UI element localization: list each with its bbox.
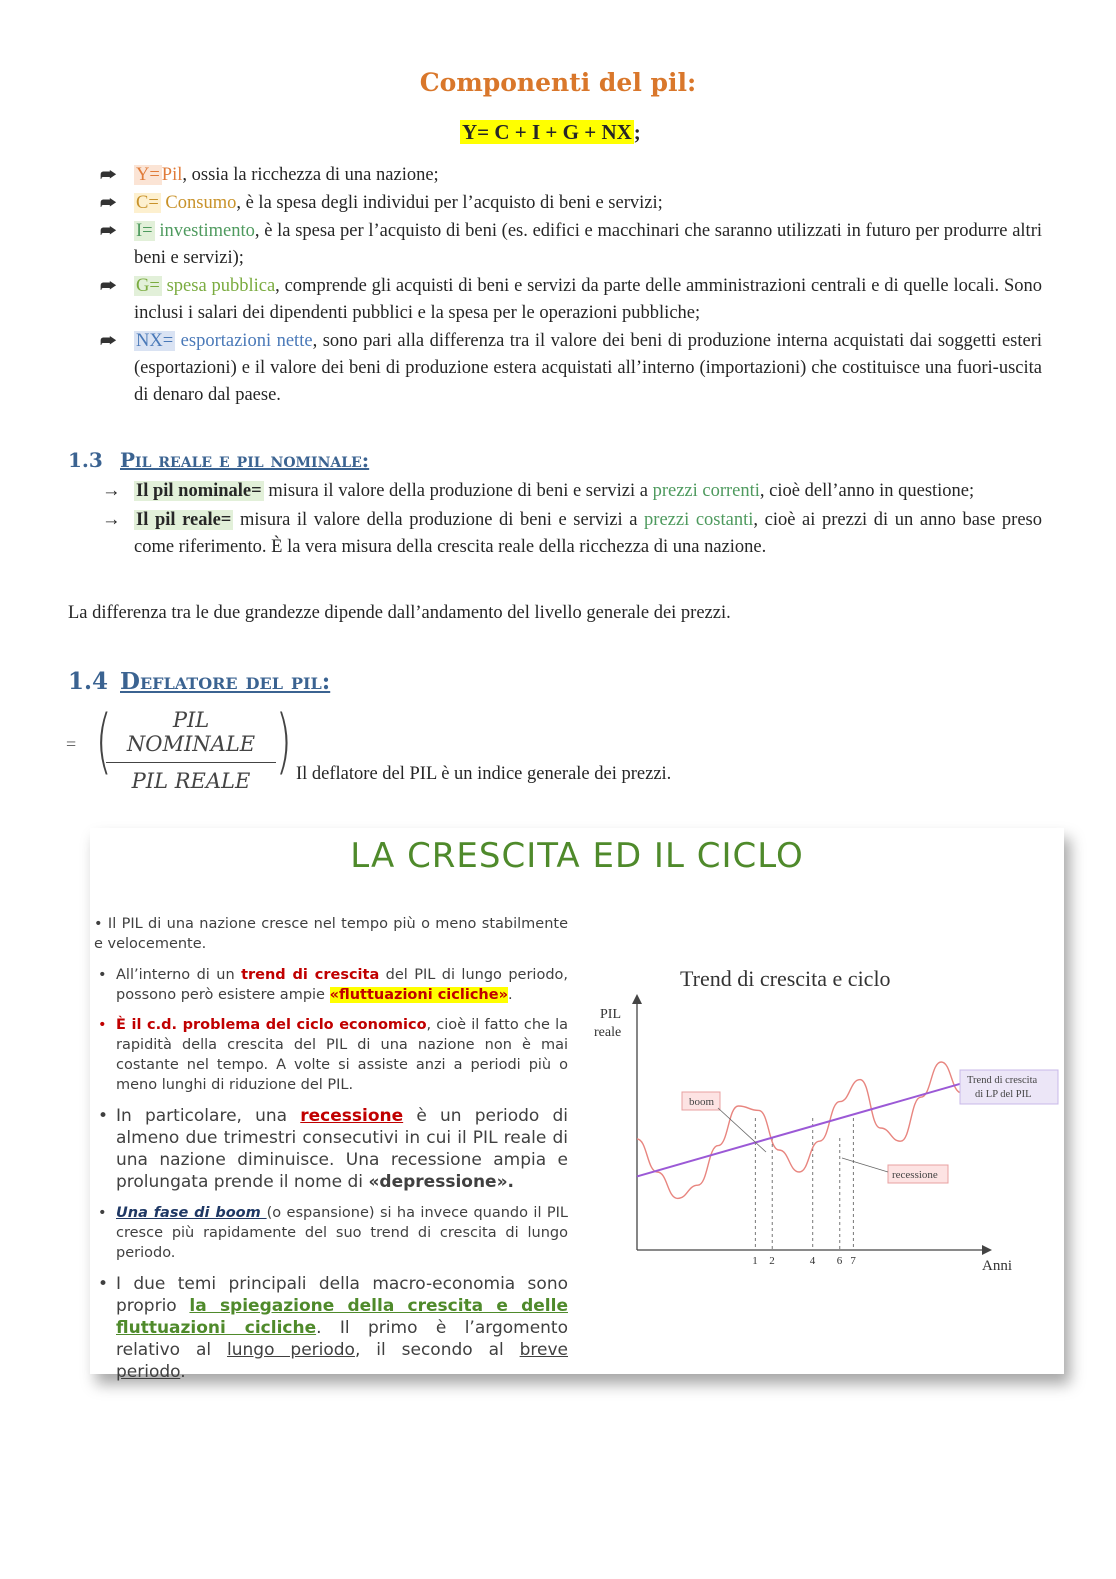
- label-y: Y=: [136, 165, 160, 185]
- list-item: ⮫ Y= Pil, ossia la ricchezza di una nazione;: [100, 162, 1042, 189]
- x-tick-label: 7: [850, 1255, 856, 1267]
- x-tick-label: 6: [836, 1255, 843, 1267]
- label-c: C=: [136, 193, 159, 213]
- label-g: G=: [136, 276, 160, 296]
- y-axis-label-2: reale: [594, 1025, 622, 1040]
- list-item: ⮫ G= spesa pubblica, comprende gli acquisti di beni e servizi da parte delle amministrazioni centrali e di quelle locali. Sono inclusi i salari dei dipendenti pubblici e la spesa per le operazioni pubbliche;: [100, 273, 1042, 327]
- arrow-icon: ⮫: [100, 165, 117, 185]
- trend-legend-line2: di LP del PIL: [975, 1089, 1032, 1100]
- list-item: ⮫ C= Consumo, è la spesa degli individui per l’acquisto di beni e servizi;: [100, 190, 1042, 217]
- slide-bullets: [90, 914, 568, 1383]
- label-i: I=: [136, 221, 153, 241]
- slide-title: LA CRESCITA ED IL CICLO: [350, 836, 804, 876]
- x-tick-label: 2: [769, 1255, 775, 1267]
- recession-label: recessione: [892, 1169, 938, 1181]
- recession-pointer: [842, 1158, 888, 1172]
- left-paren: (: [95, 700, 112, 782]
- numerator: PIL NOMINALE: [106, 708, 276, 763]
- bullet-item: • È il c.d. problema del ciclo economico, cioè il fatto che la rapidità della crescita del PIL di una nazione non è mai costante nel tempo. A volte si assiste anzi a periodi più o meno lunghi di riduzione del PIL.: [98, 1017, 568, 1093]
- deflator-description: Il deflatore del PIL è un indice generale dei prezzi.: [296, 764, 672, 784]
- label-nx: NX=: [136, 331, 174, 351]
- x-axis-label: Anni: [982, 1258, 1012, 1274]
- arrow-icon: ⮫: [100, 331, 117, 351]
- x-axis-arrow: [982, 1245, 992, 1255]
- y-axis-arrow: [632, 994, 642, 1004]
- list-item: → Il pil reale= misura il valore della produzione di beni e servizi a prezzi costanti, cioè ai prezzi di un anno base preso come riferimento. È la vera misura della crescita reale della ricchezza di una nazione.: [100, 507, 1042, 561]
- chart-title: Trend di crescita e ciclo: [680, 966, 891, 991]
- arrow-icon: ⮫: [100, 221, 117, 241]
- x-tick-label: 1: [752, 1255, 758, 1267]
- x-tick-label: 4: [809, 1255, 816, 1267]
- arrow-icon: ⮫: [100, 193, 117, 213]
- formula-highlight: Y= C + I + G + NX: [462, 120, 632, 144]
- bullet-item: • I due temi principali della macro-economia sono proprio la spiegazione della crescita e delle fluttuazioni cicliche. Il primo è l’argomento relativo al lungo periodo, il secondo al breve periodo.: [98, 1274, 569, 1382]
- bullet-item: • All’interno di un trend di crescita del PIL di lungo periodo, possono però esistere ampie «fluttuazioni cicliche».: [98, 967, 568, 1003]
- paragraph: La differenza tra le due grandezze dipende dall’andamento del livello generale dei prezzi.: [68, 603, 731, 623]
- embedded-slide: [90, 828, 1064, 1382]
- right-paren: ): [275, 700, 292, 782]
- list-item: ⮫ NX= esportazioni nette, sono pari alla differenza tra il valore dei beni di produzione interna acquistati dai soggetti esteri (esportazioni) e il valore dei beni di produzione estera acquistati all’interno (importazioni) che costituisce una fuori-uscita di denaro dal paese.: [100, 328, 1042, 409]
- components-list: [100, 162, 1042, 410]
- gdp-formula: Y= C + I + G + NX;: [462, 120, 641, 144]
- arrow-icon: ⮫: [100, 276, 117, 296]
- trend-legend-line1: Trend di crescita: [967, 1075, 1038, 1086]
- right-arrow-icon: →: [102, 481, 121, 501]
- pil-definitions-list: [100, 478, 1042, 563]
- deflator-formula: = ( PIL NOMINALE PIL REALE ): [66, 700, 292, 793]
- x-ticks: [752, 1255, 856, 1267]
- components-title: Componenti del pil:: [419, 68, 697, 97]
- right-arrow-icon: →: [102, 510, 121, 530]
- bullet-item: • In particolare, una recessione è un periodo di almeno due trimestri consecutivi in cui il PIL reale di una nazione diminuisce. Una recessione ampia e prolungata prende il nome di «depressione».: [98, 1106, 568, 1192]
- boom-label: boom: [689, 1096, 715, 1108]
- growth-cycle-chart: [590, 948, 1060, 1278]
- denominator: PIL REALE: [131, 769, 251, 793]
- fraction: [106, 708, 276, 793]
- section-heading-1-3: 1.3 Pil reale e pil nominale:: [68, 448, 370, 472]
- bullet-item: • Il PIL di una nazione cresce nel tempo più o meno stabilmente e velocemente.: [94, 916, 569, 952]
- list-item: ⮫ I= investimento, è la spesa per l’acquisto di beni (es. edifici e macchinari che saranno utilizzati in futuro per produrre altri beni e servizi);: [100, 218, 1042, 272]
- bullet-item: • Una fase di boom (o espansione) si ha invece quando il PIL cresce più rapidamente del suo trend di crescita di lungo periodo.: [98, 1205, 568, 1261]
- list-item: → Il pil nominale= misura il valore della produzione di beni e servizi a prezzi correnti, cioè dell’anno in questione;: [100, 478, 1042, 505]
- section-heading-1-4: 1.4 Deflatore del pil:: [68, 668, 331, 695]
- y-axis-label: PIL: [600, 1007, 621, 1022]
